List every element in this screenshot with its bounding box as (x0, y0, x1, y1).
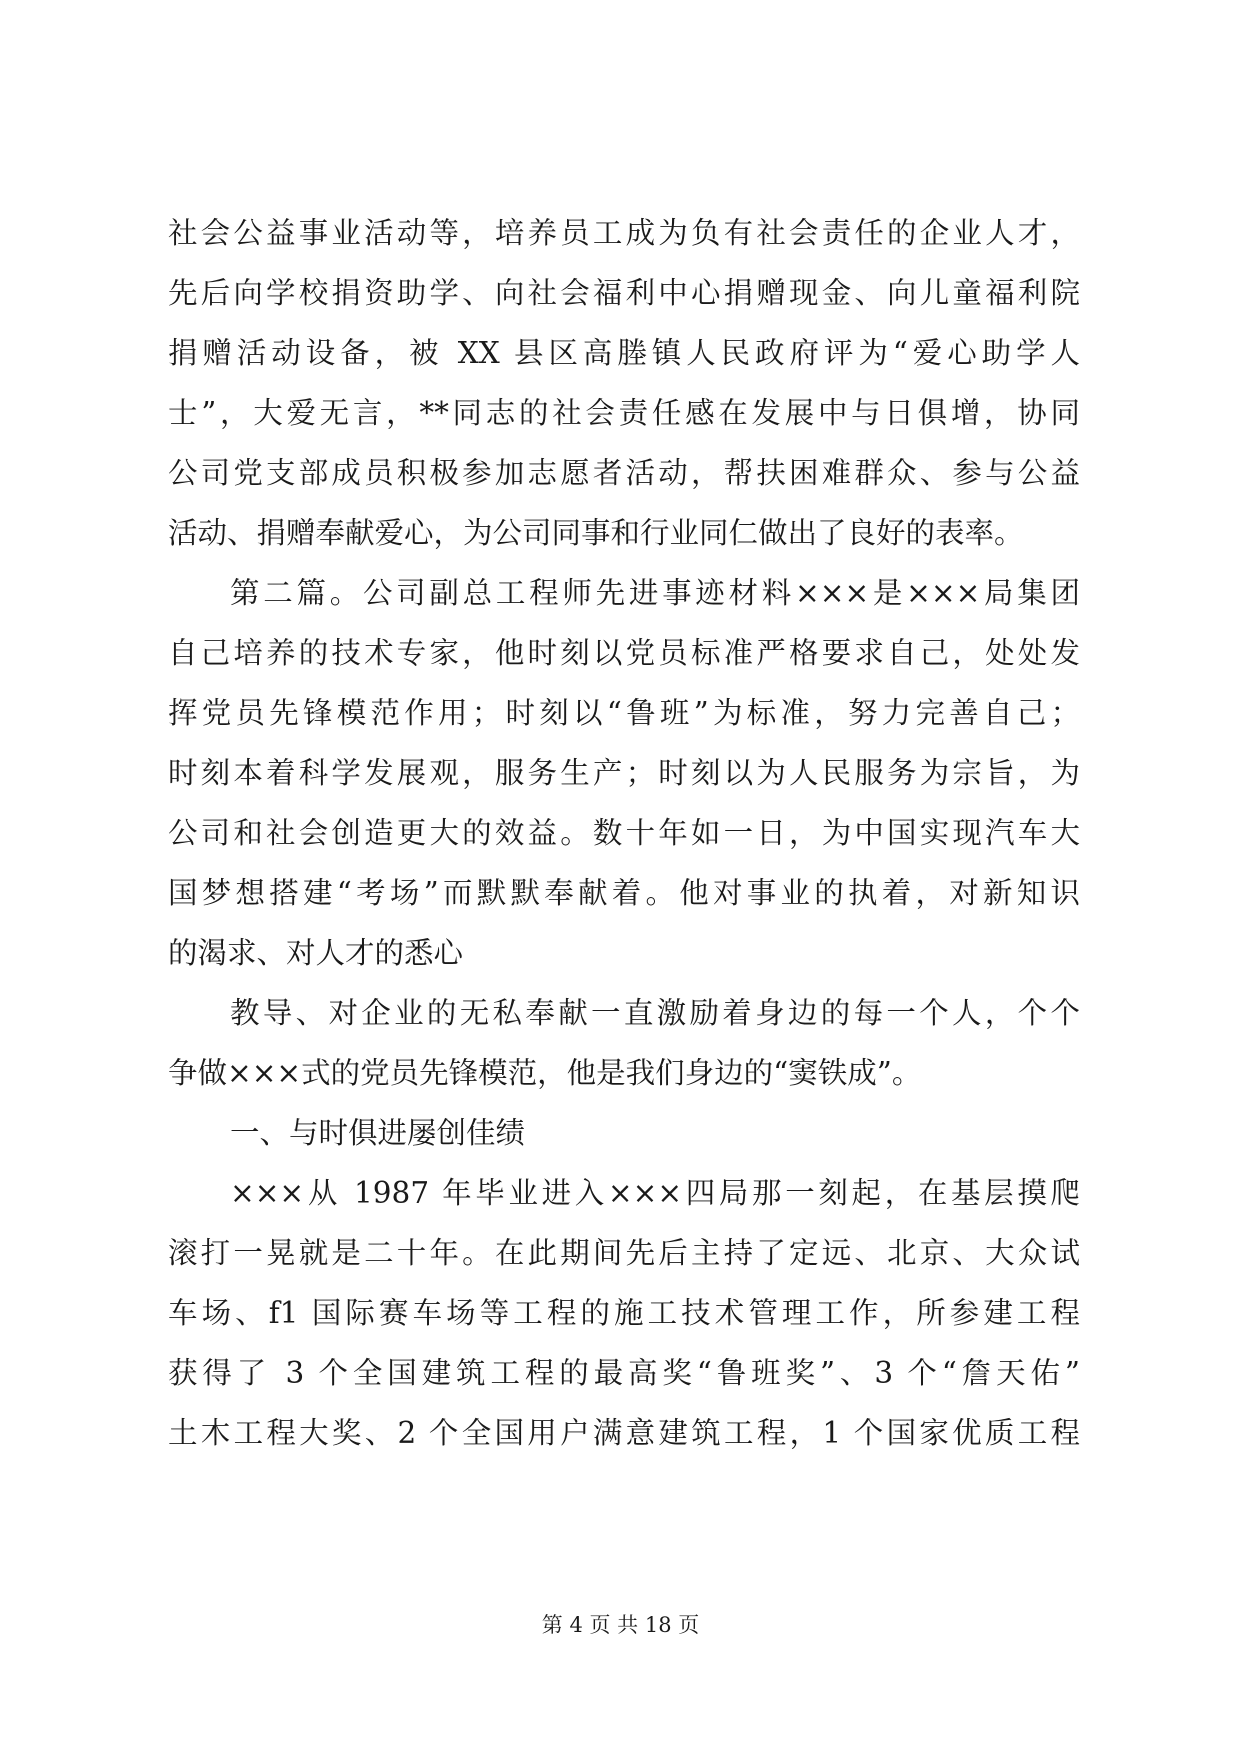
paragraph (168, 983, 1080, 1103)
text-line: 活动、捐赠奉献爱心，为公司同事和行业同仁做出了良好的表率。 (168, 516, 1024, 550)
heading-text: 一、与时俱进屡创佳绩 (230, 1116, 526, 1150)
section-heading (168, 1103, 1080, 1163)
text-line: 挥党员先锋模范作用；时刻以“鲁班”为标准，努力完善自己； (168, 696, 1080, 730)
text-line: 的渴求、对人才的悉心 (168, 936, 464, 970)
text-line: 时刻本着科学发展观，服务生产；时刻以为人民服务为宗旨，为 (168, 756, 1080, 790)
document-body (168, 203, 1080, 1463)
text-line: 车场、f1 国际赛车场等工程的施工技术管理工作，所参建工程 (168, 1296, 1080, 1330)
text-line: 公司和社会创造更大的效益。数十年如一日，为中国实现汽车大 (168, 816, 1080, 850)
page-number-label: 第 4 页 共 18 页 (541, 1613, 700, 1637)
text-line: 自己培养的技术专家，他时刻以党员标准严格要求自己，处处发 (168, 636, 1080, 670)
text-line: 土木工程大奖、2 个全国用户满意建筑工程，1 个国家优质工程 (168, 1416, 1080, 1450)
paragraph (168, 1163, 1080, 1463)
page-footer (0, 1610, 1241, 1640)
text-line: 士”，大爱无言，**同志的社会责任感在发展中与日俱增，协同 (168, 396, 1080, 430)
paragraph (168, 563, 1080, 983)
text-line: 教导、对企业的无私奉献一直激励着身边的每一个人，个个 (230, 996, 1080, 1030)
text-line: 国梦想搭建“考场”而默默奉献着。他对事业的执着，对新知识 (168, 876, 1080, 910)
paragraph (168, 203, 1080, 563)
text-line: ×××从 1987 年毕业进入×××四局那一刻起，在基层摸爬 (230, 1176, 1080, 1210)
text-line: 社会公益事业活动等，培养员工成为负有社会责任的企业人才， (168, 216, 1080, 250)
text-line: 滚打一晃就是二十年。在此期间先后主持了定远、北京、大众试 (168, 1236, 1080, 1270)
text-line: 争做×××式的党员先锋模范，他是我们身边的“窦铁成”。 (168, 1056, 922, 1090)
text-line: 先后向学校捐资助学、向社会福利中心捐赠现金、向儿童福利院 (168, 276, 1080, 310)
text-line: 第二篇。公司副总工程师先进事迹材料×××是×××局集团 (230, 576, 1080, 610)
text-line: 捐赠活动设备，被 XX 县区高塍镇人民政府评为“爱心助学人 (168, 336, 1080, 370)
text-line: 获得了 3 个全国建筑工程的最高奖“鲁班奖”、3 个“詹天佑” (168, 1356, 1080, 1390)
text-line: 公司党支部成员积极参加志愿者活动，帮扶困难群众、参与公益 (168, 456, 1080, 490)
